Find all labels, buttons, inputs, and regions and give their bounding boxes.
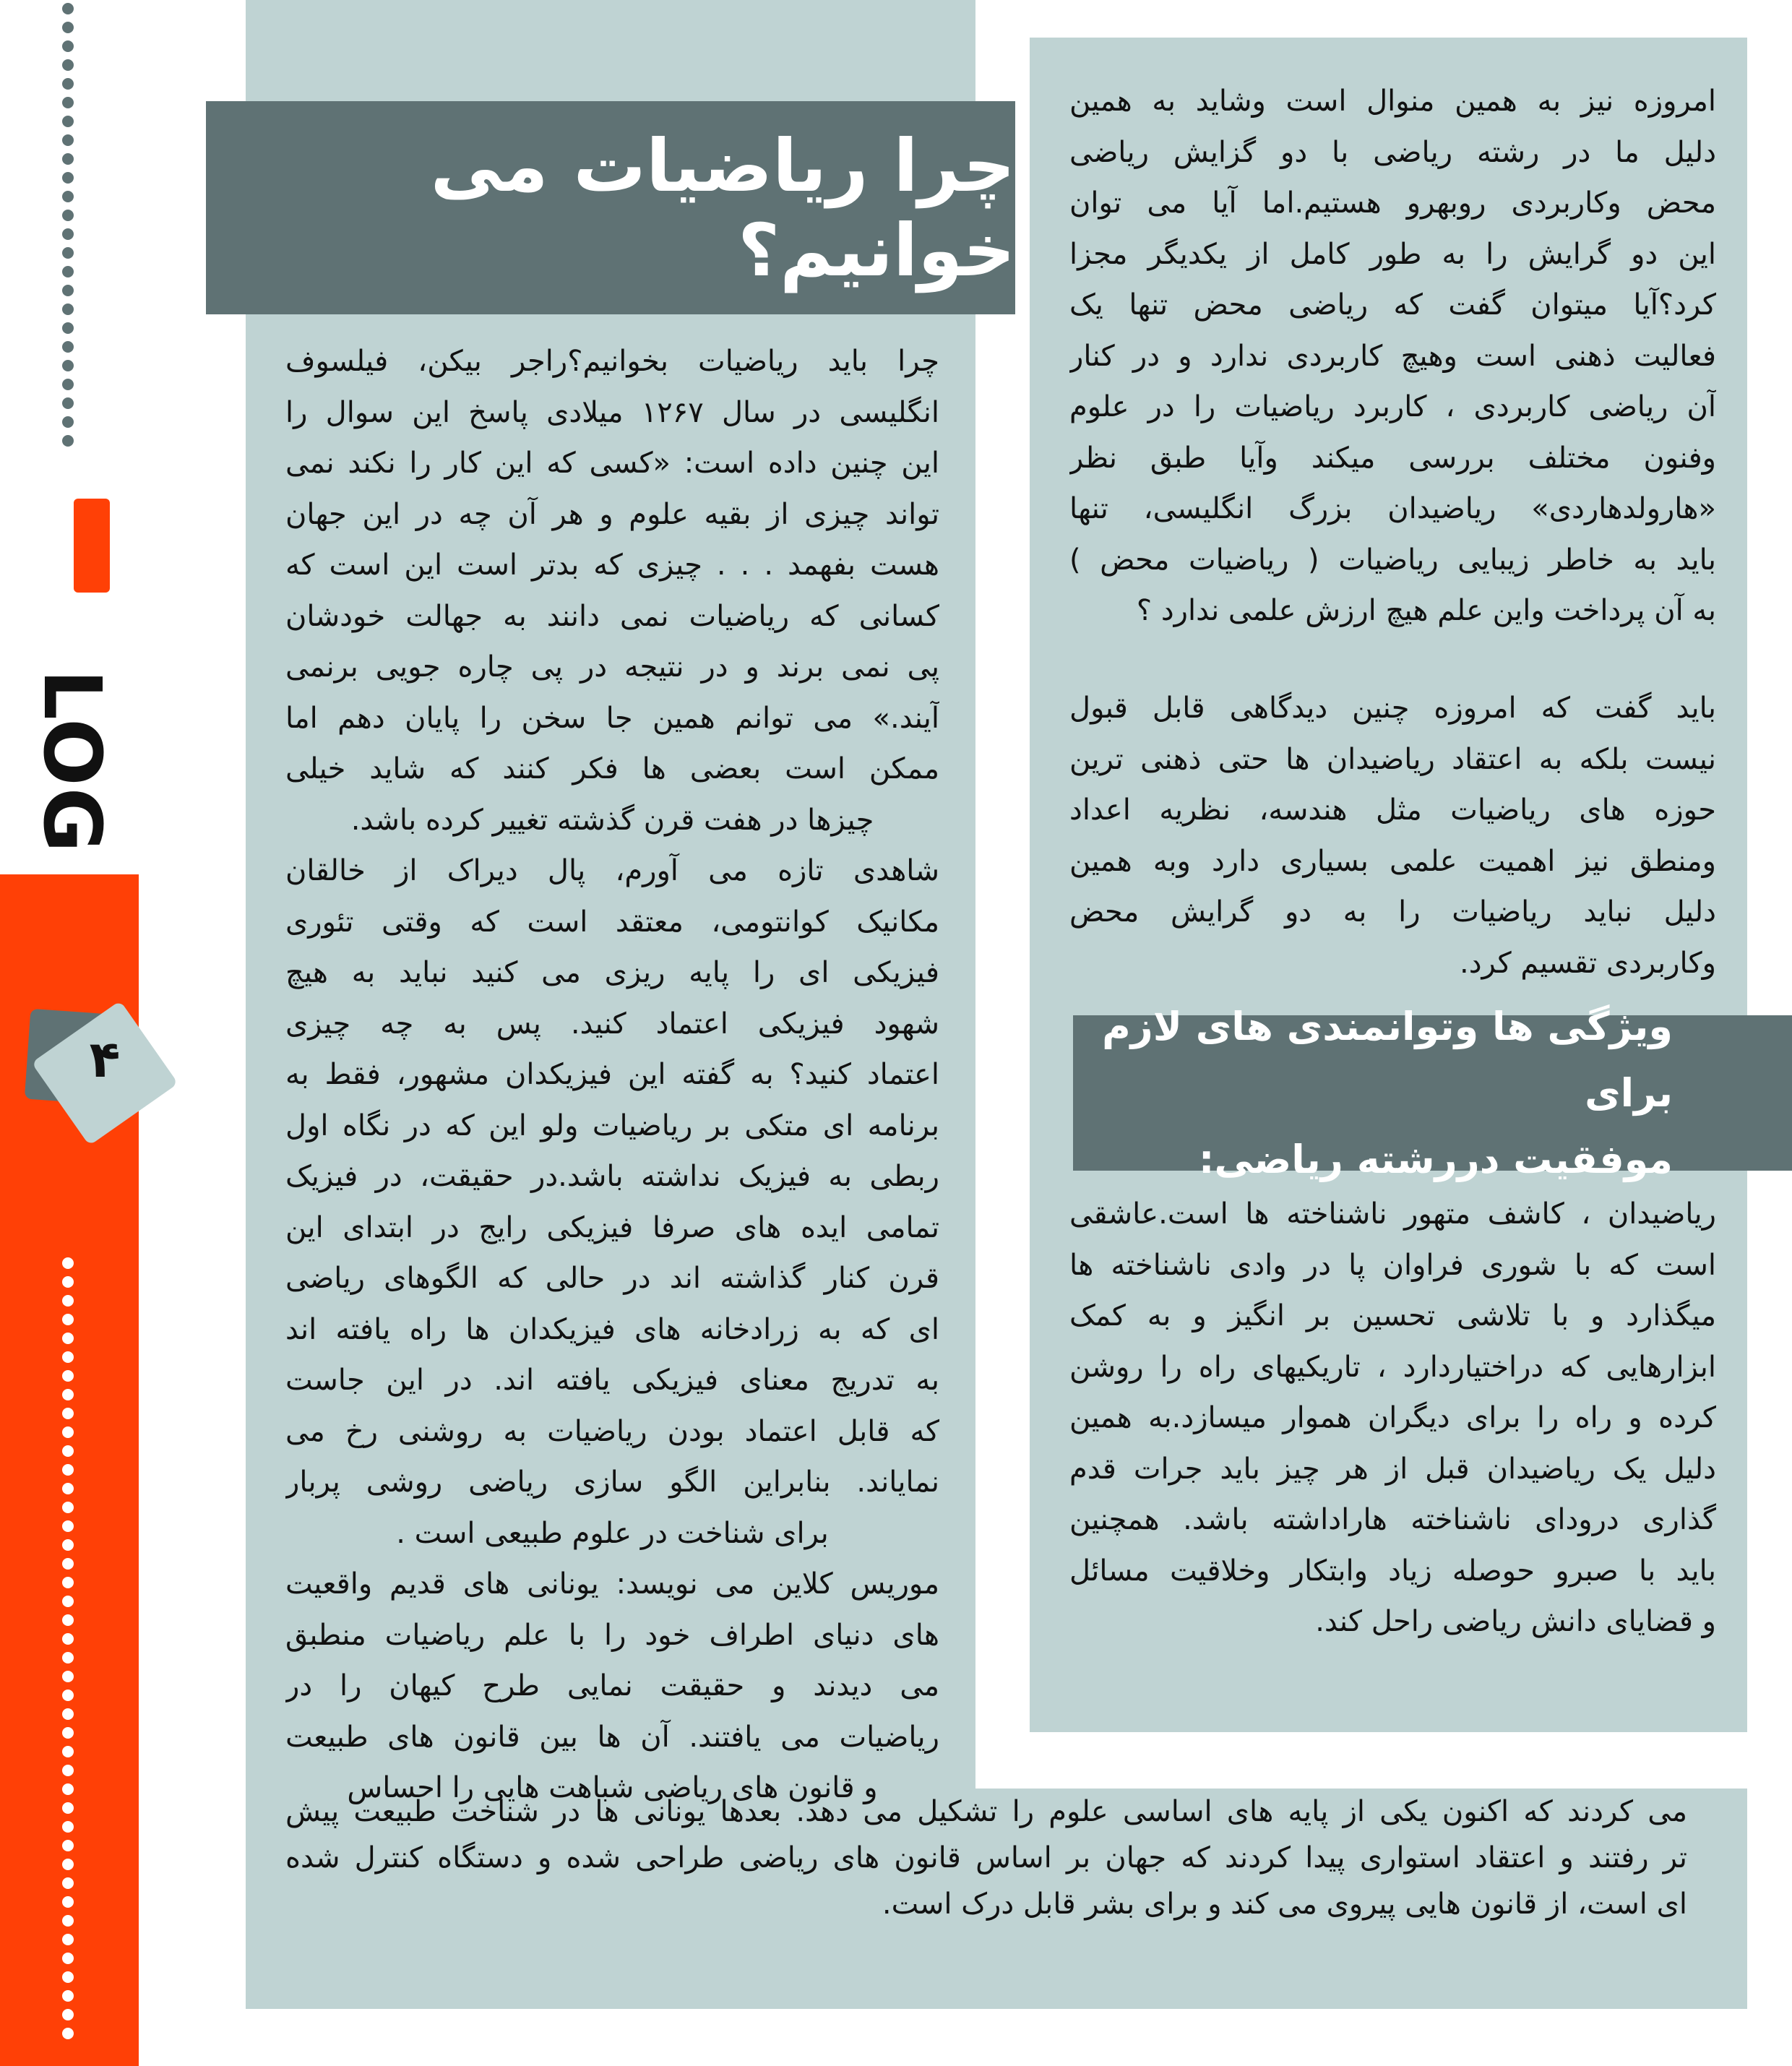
dot	[62, 379, 74, 390]
text-line: کرده و راه را برای دیگران هموار میسازد.به همین	[1069, 1401, 1716, 1434]
text-line: تواند چیزی از بقیه علوم و هر آن چه در این جهان	[285, 497, 939, 531]
dot	[62, 1483, 74, 1494]
text-line: برنامه ای متکی بر ریاضیات ولو این که در نگاه اول	[285, 1109, 939, 1142]
text-line: شهود فیزیکی اعتماد کنید. پس به چه چیزی	[285, 1007, 939, 1041]
text-line: چرا باید ریاضیات بخوانیم؟راجر بیکن، فیلسوف	[285, 345, 939, 378]
text-line: نمایاند. بنابراین الگو سازی ریاضی روشی پربار	[285, 1465, 939, 1499]
text-line: این چنین داده است: «کسی که این کار را نکند نمی	[285, 447, 939, 480]
left-column-text	[285, 336, 939, 1814]
text-line: کسانی که ریاضیات نمی دانند به جهالت خودشان	[285, 599, 939, 633]
dot	[62, 1896, 74, 1908]
text-line: قرن کنار گذاشته اند در حالی که الگوهای ریاضی	[285, 1262, 939, 1295]
text-line: به تدریج معنای فیزیکی یافته اند. در این جاست	[285, 1364, 939, 1397]
dot	[62, 1389, 74, 1400]
dot	[62, 1257, 74, 1269]
text-line: آیند.» می توانم همین جا سخن را پایان دهم اما	[285, 701, 939, 735]
dot	[62, 78, 74, 90]
dot	[62, 228, 74, 240]
text-line: که قابل اعتماد بودن ریاضیات به روشنی رخ می	[285, 1414, 939, 1448]
dot	[62, 22, 74, 33]
dot	[62, 191, 74, 202]
text-line: باید گفت که امروزه چنین دیدگاهی قابل قبول	[1069, 692, 1716, 725]
text-line: و قانون های ریاضی شباهت هایی را احساس	[347, 1771, 878, 1804]
text-line: نیست بلکه به اعتقاد ریاضیدان ها حتی ذهنی ترین	[1069, 742, 1716, 776]
text-line: میگذارد و با تلاشی تحسین بر انگیز و به کمک	[1069, 1299, 1716, 1333]
right-paragraph-3	[1069, 1189, 1716, 1648]
dot	[62, 1915, 74, 1927]
text-line: مکانیک کوانتومی، معتقد است که وقتی تئوری	[285, 905, 939, 939]
subheading-line-2: موفقیت دررشته ریاضی:	[1198, 1136, 1673, 1182]
dot	[62, 1276, 74, 1288]
text-line: هست بفهمد . . . چیزی که بدتر است این است که	[285, 548, 939, 582]
text-line: حوزه های ریاضیات مثل هندسه، نظریه اعداد	[1069, 793, 1716, 827]
dot	[62, 1783, 74, 1795]
subheading-line-1: ویژگی ها وتوانمندی های لازم برای	[1102, 1003, 1673, 1116]
text-line: باید به خاطر زیبایی ریاضیات ( ریاضیات محض )	[1069, 543, 1716, 577]
dot	[62, 3, 74, 14]
dot	[62, 1408, 74, 1419]
dot	[62, 1596, 74, 1607]
dot	[62, 2028, 74, 2039]
text-line: به آن پرداخت واین علم هیچ ارزش علمی ندارد ؟	[1136, 594, 1716, 627]
dot	[62, 1520, 74, 1532]
dot	[62, 210, 74, 221]
dot	[62, 1577, 74, 1588]
dot	[62, 1351, 74, 1363]
text-line: ای که به زرادخانه های فیزیکدان ها راه یافته اند	[285, 1312, 939, 1346]
dot	[62, 134, 74, 146]
text-line: برای شناخت در علوم طبیعی است .	[396, 1516, 829, 1550]
text-line: ابزارهایی که دراختیاردارد ، تاریکیهای راه را روشن	[1069, 1350, 1716, 1384]
dot	[62, 153, 74, 165]
dot	[62, 1445, 74, 1457]
text-line: کرد؟آیا میتوان گفت که ریاضی محض تنها یک	[1069, 288, 1716, 322]
dot	[62, 341, 74, 353]
dot	[62, 1464, 74, 1476]
text-line: «هارولدهاردی» ریاضیدان بزرگ انگلیسی، تنها	[1069, 492, 1716, 525]
text-line: وکاربردی تقسیم کرد.	[1460, 946, 1716, 980]
dot	[62, 1727, 74, 1739]
text-line: ربطی به فیزیک نداشته باشد.در حقیقت، در فیزیک	[285, 1160, 939, 1193]
text-line: اعتماد کنید؟ به گفته این فیزیکدان مشهور، فقط به	[285, 1058, 939, 1091]
bottom-continuation-text	[285, 1789, 1687, 1927]
dot	[62, 1558, 74, 1570]
text-line: می کردند که اکنون یکی از پایه های اساسی علوم را تشکیل می دهد. بعدها یونانی ها در شناخت طبیعت پیش	[285, 1795, 1687, 1828]
text-line: امروزه نیز به همین منوال است وشاید به همین	[1069, 85, 1716, 118]
dot	[62, 1671, 74, 1682]
right-paragraph-2	[1069, 683, 1716, 989]
dot	[62, 172, 74, 184]
right-paragraph-1	[1069, 76, 1716, 637]
dot	[62, 266, 74, 277]
text-line: محض وکاربردی روبهرو هستیم.اما آیا می توان	[1069, 186, 1716, 220]
text-line: ریاضیات می یافتند. آن ها بین قانون های طبیعت	[285, 1720, 939, 1754]
dot	[62, 1633, 74, 1645]
dot	[62, 1708, 74, 1720]
subheading-box	[1073, 1003, 1792, 1182]
dot	[62, 304, 74, 315]
article-title-box	[206, 101, 1015, 314]
text-line: این دو گرایش را به طور کامل از یکدیگر مجزا	[1069, 237, 1716, 271]
decorative-dots-top	[62, 3, 75, 454]
logo-latin: LOG	[26, 669, 119, 854]
dot	[62, 1502, 74, 1513]
dot	[62, 1426, 74, 1438]
dot	[62, 322, 74, 334]
decorative-dots-bottom	[62, 1257, 75, 2046]
dot	[62, 1539, 74, 1551]
page-badge	[22, 1008, 181, 1153]
dot	[62, 97, 74, 108]
text-line: ای است، از قانون هایی پیروی می کند و برای بشر قابل درک است.	[882, 1888, 1687, 1921]
text-line: دلیل نباید ریاضیات را به دو گرایش محض	[1069, 895, 1716, 929]
dot	[62, 1295, 74, 1307]
dot	[62, 40, 74, 52]
dot	[62, 247, 74, 259]
text-line: گذاری درودای ناشناخته هاراداشته باشد. همچنین	[1069, 1503, 1716, 1536]
dot	[62, 116, 74, 127]
dot	[62, 1333, 74, 1344]
text-line: انگلیسی در سال ۱۲۶۷ میلادی پاسخ این سوال را	[285, 395, 939, 429]
dot	[62, 1652, 74, 1663]
text-line: ریاضیدان ، کاشف متهور ناشناخته ها است.عاشقی	[1069, 1197, 1716, 1231]
text-line: است که با شوری فراوان پا در وادی ناشناخته ها	[1069, 1248, 1716, 1282]
dot	[62, 1802, 74, 1814]
text-line: می دیدند و حقیقت نمایی طرح کیهان را در	[285, 1669, 939, 1703]
text-line: موریس کلاین می نویسد: یونانی های قدیم واقعیت	[285, 1567, 939, 1601]
text-line: و قضایای دانش ریاضی راحل کند.	[1315, 1605, 1716, 1638]
text-line: پی نمی برند و در نتیجه در پی چاره جویی برنمی	[285, 650, 939, 684]
dot	[62, 1859, 74, 1870]
text-line: باید با صبرو حوصله زیاد وابتکار وخلاقیت مسائل	[1069, 1554, 1716, 1588]
page-number: ۴	[89, 1030, 121, 1089]
dot	[62, 59, 74, 71]
dot	[62, 1370, 74, 1382]
dot	[62, 416, 74, 428]
dot	[62, 1971, 74, 1983]
text-line: دلیل یک ریاضیدان قبل از هر چیز باید جرات قدم	[1069, 1452, 1716, 1486]
text-line: تر رفتند و اعتقاد استواری پیدا کردند که جهان بر اساس قانون های ریاضی طراحی شده و دستگاه کنترل شده	[285, 1841, 1687, 1875]
dot	[62, 1690, 74, 1701]
dot	[62, 1821, 74, 1833]
text-line: فیزیکی ای را پایه ریزی می کنید نباید به هیچ	[285, 956, 939, 989]
dot	[62, 1990, 74, 2002]
text-line: چیزها در هفت قرن گذشته تغییر کرده باشد.	[350, 803, 874, 837]
text-line: آن ریاضی کاربردی ، کاربرد ریاضیات را در علوم	[1069, 390, 1716, 423]
dot	[62, 1840, 74, 1851]
text-line: ممکن است بعضی ها فکر کنند که شاید خیلی	[285, 752, 939, 785]
dot	[62, 1877, 74, 1889]
dot	[62, 1746, 74, 1757]
dot	[62, 435, 74, 447]
dot	[62, 1614, 74, 1626]
article-title: چرا ریاضیات می خوانیم؟	[430, 123, 1015, 293]
dot	[62, 360, 74, 371]
dot	[62, 2009, 74, 2020]
dot	[62, 397, 74, 409]
magazine-logo	[26, 499, 119, 854]
text-line: تمامی ایده های صرفا فیزیکی رایج در ابتدای این	[285, 1210, 939, 1244]
text-line: های دنیای اطراف خود را با علم ریاضیات منطبق	[285, 1618, 939, 1652]
text-line: ومنطق نیز اهمیت علمی بسیاری دارد وبه همین	[1069, 844, 1716, 878]
dot	[62, 285, 74, 296]
dot	[62, 1953, 74, 1964]
text-line: دلیل ما در رشته ریاضی با دو گزایش ریاضی	[1069, 135, 1716, 169]
text-line: وفنون مختلف بررسی میکند وآیا طبق نظر	[1069, 441, 1716, 475]
text-line: شاهدی تازه می آورم، پال دیراک از خالقان	[285, 854, 939, 887]
logo-persian-tag	[74, 499, 110, 593]
dot	[62, 1934, 74, 1945]
dot	[62, 1314, 74, 1325]
text-line: فعالیت ذهنی است وهیچ کاربردی ندارد و در کنار	[1069, 339, 1716, 373]
dot	[62, 1765, 74, 1776]
